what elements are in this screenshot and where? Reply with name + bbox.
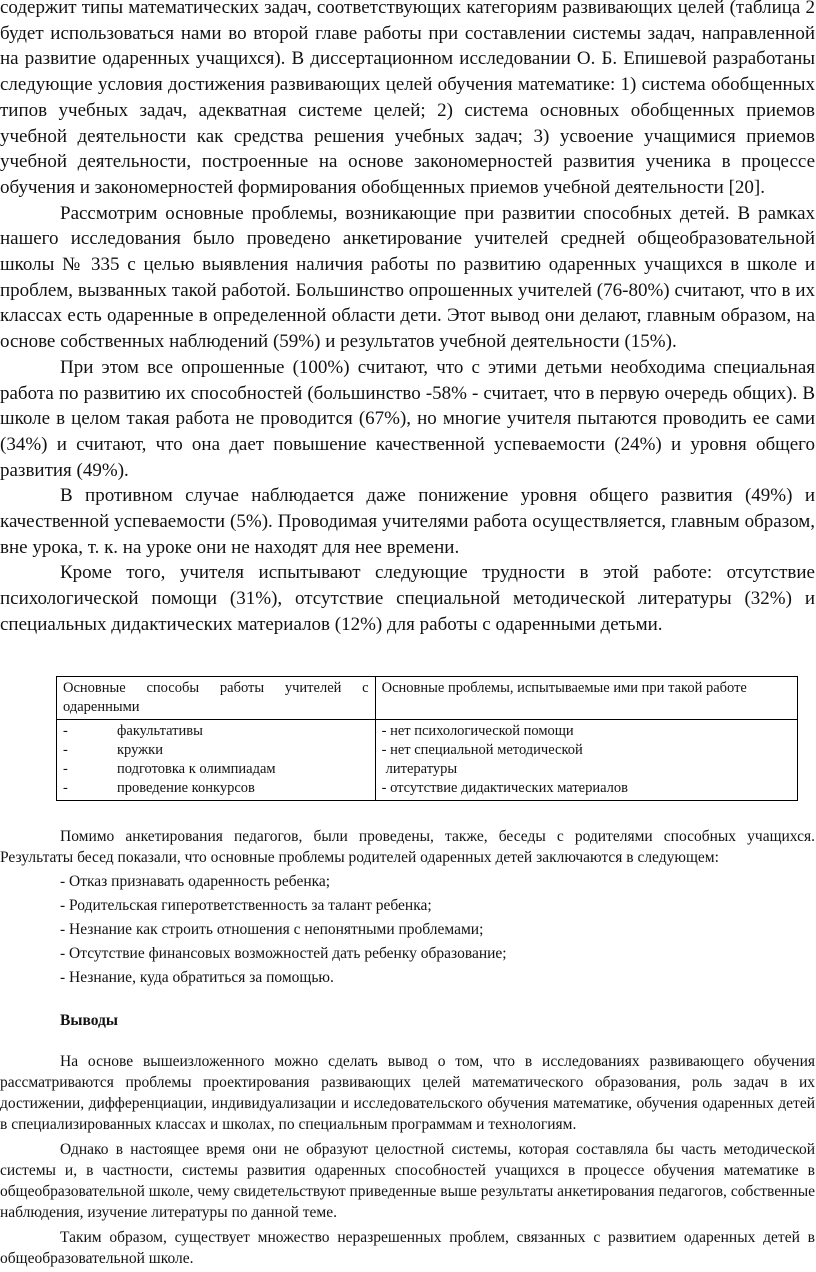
list-item: - отсутствие дидактических материалов [381, 780, 629, 796]
methods-list-cell [57, 720, 376, 801]
paragraph-continuation: содержит типы математических задач, соответствующих категориям развивающих целей (таблица 2 будет использоваться нами во второй главе работы при составлении системы задач, направленной на развитие одаренных учащихся). В диссертационном исследовании О. Б. Епишевой разработаны следующие условия достижения развивающих целей обучения математике: 1) система обобщенных типов учебных задач, адекватная системе целей; 2) система основных обобщенных приемов учебной деятельности как средства решения учебных задач; 3) усвоение учащимися приемов учебной деятельности, построенные на основе закономерностей развития ученика в процессе обучения и закономерностей формирования обобщенных приемов учебной деятельности [20]. [0, 0, 815, 198]
paragraph-decline: В противном случае наблюдается даже понижение уровня общего развития (49%) и качественной успеваемости (5%). Проводимая учителями работа осуществляется, главным образом, вне урока, т. к. на уроке они не находят для нее времени. [0, 485, 815, 558]
list-item: - проведение конкурсов [63, 780, 255, 796]
list-item: - нет специальной методической [381, 742, 583, 758]
list-item: - нет психологической помощи [381, 723, 574, 739]
list-item: - факультативы [63, 723, 203, 739]
list-item: - Отсутствие финансовых возможностей дать ребенку образование; [60, 945, 507, 962]
conclusion-paragraph: Однако в настоящее время они не образуют целостной системы, которая составляла бы часть методической системы и, в частности, системы развития одаренных способностей учащихся в процессе обучения математике в общеобразовательной школе, чему свидетельствуют приведенные выше результаты анкетирования педагогов, собственные наблюдения, изучение литературы по данной теме. [0, 1141, 815, 1221]
parents-and-conclusions [0, 826, 815, 1269]
paragraph-problems: Рассмотрим основные проблемы, возникающие при развитии способных детей. В рамках нашего исследования было проведено анкетирование учителей средней общеобразовательной школы № 335 с целью выявления наличия работы по развитию одаренных учащихся в школе и проблем, вызванных такой работой. Большинство опрошенных учителей (76-80%) считают, что в их классах есть одаренные в определенной области дети. Этот вывод они делают, главным образом, на основе собственных наблюдений (59%) и результатов учебной деятельности (15%). [0, 202, 815, 353]
conclusions-heading: Выводы [60, 1012, 118, 1029]
list-item: - Отказ признавать одаренность ребенка; [60, 873, 331, 890]
table-row [57, 720, 798, 801]
list-item: - подготовка к олимпиадам [63, 761, 276, 777]
list-item: - Незнание как строить отношения с непонятными проблемами; [60, 921, 484, 938]
table-header-row [57, 677, 798, 720]
parents-intro: Помимо анкетирования педагогов, были проведены, также, беседы с родителями способных учащихся. Результаты бесед показали, что основные проблемы родителей одаренных детей заключаются в следующем: [0, 828, 815, 866]
paragraph-survey-results: При этом все опрошенные (100%) считают, что с этими детьми необходима специальная работа по развитию их способностей (большинство -58% - считает, что в первую очередь общих). В школе в целом такая работа не проводится (67%), но многие учителя пытаются проводить ее сами (34%) и считают, что она дает повышение качественной успеваемости (24%) и уровня общего развития (49%). [0, 356, 815, 481]
table-header-problems: Основные проблемы, испытываемые ими при такой работе [375, 677, 797, 720]
list-item: - Незнание, куда обратиться за помощью. [60, 969, 334, 986]
problems-list-cell [375, 720, 797, 801]
paragraph-difficulties: Кроме того, учителя испытывают следующие трудности в этой работе: отсутствие психологической помощи (31%), отсутствие специальной методической литературы (32%) и специальных дидактических материалов (12%) для работы с одаренными детьми. [0, 562, 815, 635]
conclusion-paragraph: Таким образом, существует множество неразрешенных проблем, связанных с развитием одаренных детей в общеобразовательной школе. [0, 1229, 815, 1267]
list-item: - Родительская гиперответственность за талант ребенка; [60, 897, 432, 914]
list-item: литературы [385, 761, 458, 777]
list-item: - кружки [63, 742, 163, 758]
table-header-methods: Основные способы работы учителей с одаренными [57, 677, 376, 720]
conclusion-paragraph: На основе вышеизложенного можно сделать вывод о том, что в исследованиях развивающего обучения рассматриваются проблемы проектирования развивающих целей математического образования, роль задач в их достижении, дифференциации, индивидуализации и исследовательского обучения математике, обучения одаренных детей в специализированных классах и школах, по специальным программам и технологиям. [0, 1053, 815, 1133]
methods-problems-table [56, 676, 798, 801]
